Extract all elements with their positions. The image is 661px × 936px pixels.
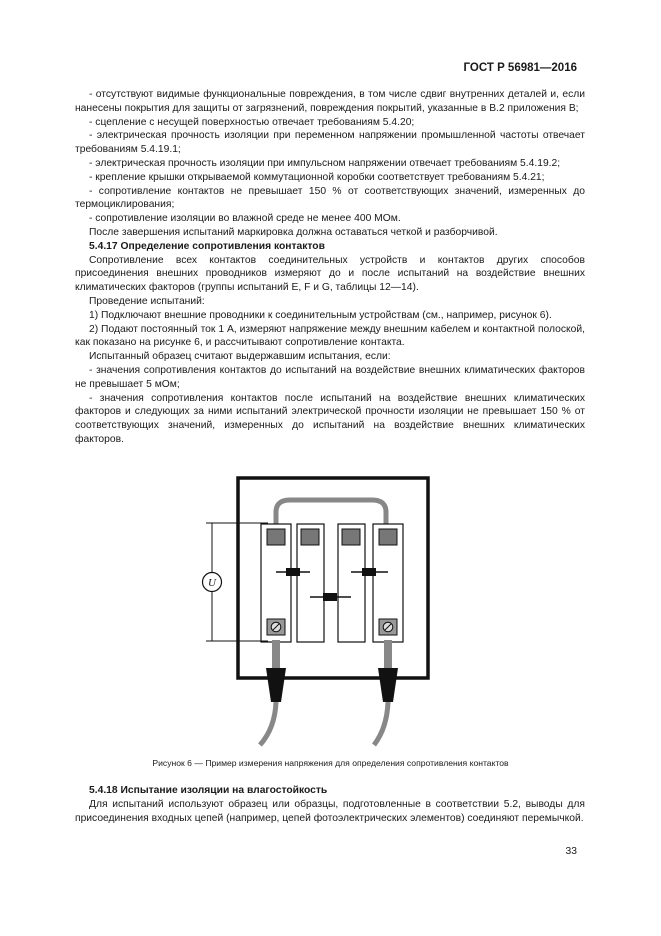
section-heading: 5.4.18 Испытание изоляции на влагостойкость bbox=[89, 785, 328, 796]
paragraph: - значения сопротивления контактов до испытаний на воздействие внешних климатических факторов не превышает 5 мОм; bbox=[75, 364, 585, 390]
paragraph: Для испытаний используют образец или образцы, подготовленные в соответствии 5.2, выводы для присоединения входных цепей (например, цепей фотоэлектрических элементов) соединяют перемычкой. bbox=[75, 798, 585, 824]
terminal bbox=[379, 529, 397, 545]
external-cable bbox=[260, 702, 276, 745]
voltmeter-label: U bbox=[208, 577, 216, 589]
paragraph: - сопротивление изоляции во влажной среде не менее 400 МОм. bbox=[89, 213, 401, 225]
section-heading: 5.4.17 Определение сопротивления контактов bbox=[89, 240, 325, 252]
contact-resistance-diagram bbox=[200, 470, 460, 750]
paragraph: - отсутствуют видимые функциональные повреждения, в том числе сдвиг внутренних деталей и, если нанесены покрытия для защиты от загрязнений, повреждения покрытий, указанные в В.2 приложения В; bbox=[75, 89, 585, 114]
bypass-diode bbox=[362, 568, 376, 576]
external-cable bbox=[374, 702, 388, 745]
terminal bbox=[342, 529, 360, 545]
figure-caption: Рисунок 6 — Пример измерения напряжения для определения сопротивления контактов bbox=[152, 758, 509, 768]
cable-connector bbox=[266, 668, 286, 702]
cable-connector bbox=[378, 668, 398, 702]
paragraph: После завершения испытаний маркировка должна оставаться четкой и разборчивой. bbox=[89, 226, 498, 238]
bypass-diode bbox=[323, 593, 337, 601]
cable-gland bbox=[384, 640, 392, 670]
paragraph: 1) Подключают внешние проводники к соединительным устройствам (см., например, рисунок 6). bbox=[89, 309, 552, 321]
paragraph: - электрическая прочность изоляции при импульсном напряжении отвечает требованиям 5.4.19.2; bbox=[89, 157, 561, 169]
paragraph: - значения сопротивления контактов после испытаний на воздействие внешних климатических факторов и следующих за ними испытаний электрической прочности изоляции не превышает 150 % от соответствующих значений, измеренных до испытаний на воздействие внешних климатических факторов. bbox=[75, 392, 585, 445]
paragraph: Сопротивление всех контактов соединительных устройств и контактов других способов присоединения внешних проводников измеряют до и после испытаний на воздействие внешних климатических факторов (группы испытаний E, F и G, таблицы 12—14). bbox=[75, 254, 585, 294]
cable-gland bbox=[272, 640, 280, 670]
terminal bbox=[267, 529, 285, 545]
section-5-4-18 bbox=[75, 784, 585, 825]
terminal bbox=[301, 529, 319, 545]
document-id: ГОСТ Р 56981—2016 bbox=[463, 62, 577, 74]
paragraph: - сцепление с несущей поверхностью отвечает требованиям 5.4.20; bbox=[89, 116, 415, 128]
main-text bbox=[75, 88, 585, 447]
page-number: 33 bbox=[565, 846, 577, 857]
paragraph: - электрическая прочность изоляции при переменном напряжении промышленной частоты отвечает требованиям 5.4.19.1; bbox=[75, 130, 585, 156]
paragraph: Испытанный образец считают выдержавшим испытания, если: bbox=[89, 351, 391, 363]
paragraph: 2) Подают постоянный ток 1 А, измеряют напряжение между внешним кабелем и контактной полоской, как показано на рисунке 6, и рассчитывают сопротивление контакта. bbox=[75, 323, 585, 349]
bypass-diode bbox=[286, 568, 300, 576]
paragraph: - сопротивление контактов не превышает 150 % от соответствующих значений, измеренных до термоциклирования; bbox=[75, 185, 585, 211]
paragraph: - крепление крышки открываемой коммутационной коробки соответствует требованиям 5.4.21; bbox=[89, 171, 545, 183]
paragraph: Проведение испытаний: bbox=[89, 295, 205, 307]
